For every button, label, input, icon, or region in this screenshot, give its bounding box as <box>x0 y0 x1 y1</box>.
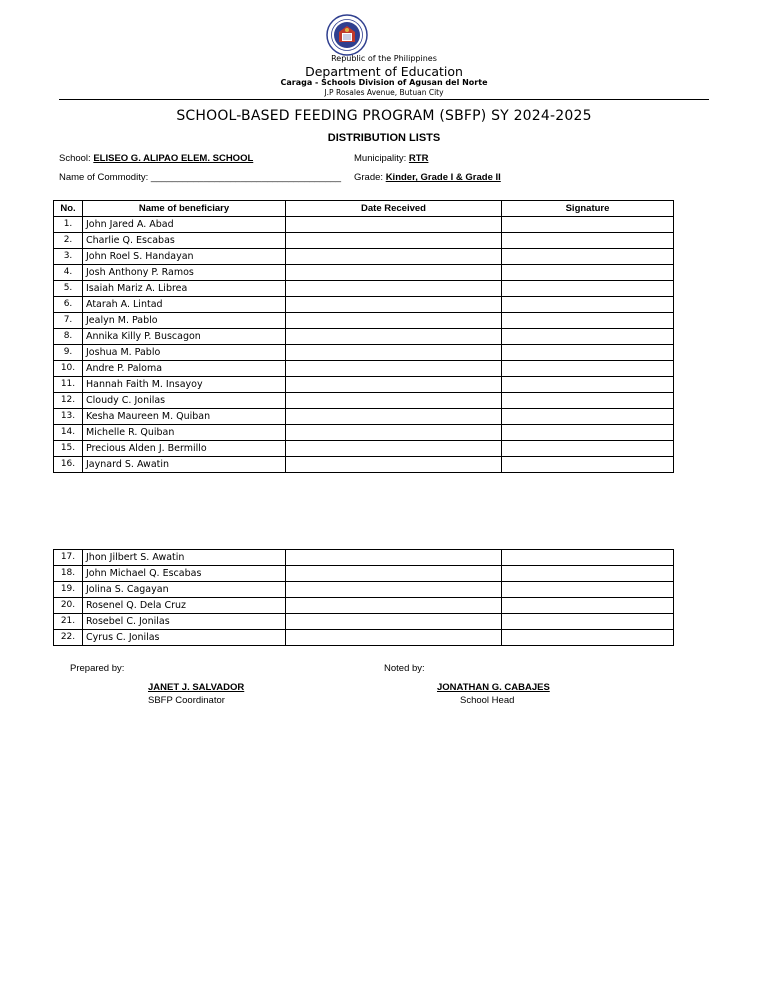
signature-cell <box>502 457 674 473</box>
beneficiary-name: Precious Alden J. Bermillo <box>83 441 286 457</box>
row-number: 7. <box>54 313 83 329</box>
table-row <box>54 425 674 441</box>
date-received-cell <box>286 281 502 297</box>
beneficiary-name: Isaiah Mariz A. Librea <box>83 281 286 297</box>
table-row <box>54 345 674 361</box>
signature-cell <box>502 281 674 297</box>
signature-cell <box>502 393 674 409</box>
signature-cell <box>502 297 674 313</box>
row-number: 21. <box>54 614 83 630</box>
row-number: 16. <box>54 457 83 473</box>
header-date-received: Date Received <box>286 201 502 217</box>
date-received-cell <box>286 393 502 409</box>
date-received-cell <box>286 377 502 393</box>
date-received-cell <box>286 425 502 441</box>
signature-cell <box>502 582 674 598</box>
signature-cell <box>502 425 674 441</box>
prepared-by-role: SBFP Coordinator <box>148 695 225 706</box>
row-number: 3. <box>54 249 83 265</box>
beneficiary-name: John Jared A. Abad <box>83 217 286 233</box>
signature-cell <box>502 233 674 249</box>
beneficiary-name: Josh Anthony P. Ramos <box>83 265 286 281</box>
signature-cell <box>502 217 674 233</box>
beneficiary-name: Annika Killy P. Buscagon <box>83 329 286 345</box>
date-received-cell <box>286 345 502 361</box>
school-field <box>59 153 253 164</box>
table-row <box>54 393 674 409</box>
grade-field <box>354 172 501 183</box>
signature-cell <box>502 409 674 425</box>
row-number: 4. <box>54 265 83 281</box>
table-row <box>54 377 674 393</box>
signature-cell <box>502 265 674 281</box>
header-no: No. <box>54 201 83 217</box>
table-row <box>54 550 674 566</box>
beneficiary-name: Andre P. Paloma <box>83 361 286 377</box>
table-row <box>54 265 674 281</box>
date-received-cell <box>286 614 502 630</box>
date-received-cell <box>286 265 502 281</box>
beneficiary-name: Kesha Maureen M. Quiban <box>83 409 286 425</box>
date-received-cell <box>286 598 502 614</box>
table-row <box>54 582 674 598</box>
table-row <box>54 361 674 377</box>
table-row <box>54 329 674 345</box>
table-header-row <box>54 201 674 217</box>
noted-by-label: Noted by: <box>384 663 425 674</box>
beneficiary-name: Cyrus C. Jonilas <box>83 630 286 646</box>
date-received-cell <box>286 249 502 265</box>
date-received-cell <box>286 329 502 345</box>
date-received-cell <box>286 582 502 598</box>
row-number: 11. <box>54 377 83 393</box>
beneficiary-name: Joshua M. Pablo <box>83 345 286 361</box>
row-number: 1. <box>54 217 83 233</box>
signature-cell <box>502 614 674 630</box>
beneficiary-name: Jhon Jilbert S. Awatin <box>83 550 286 566</box>
signature-cell <box>502 361 674 377</box>
commodity-field <box>59 172 341 183</box>
noted-by-name: JONATHAN G. CABAJES <box>437 682 550 693</box>
signature-cell <box>502 329 674 345</box>
row-number: 13. <box>54 409 83 425</box>
beneficiary-table-page1 <box>53 200 674 473</box>
beneficiary-table-page2 <box>53 549 674 646</box>
row-number: 6. <box>54 297 83 313</box>
signature-cell <box>502 249 674 265</box>
signature-cell <box>502 630 674 646</box>
municipality-label: Municipality: <box>354 153 407 164</box>
table-row <box>54 566 674 582</box>
republic-line: Republic of the Philippines <box>331 54 437 63</box>
beneficiary-name: Jealyn M. Pablo <box>83 313 286 329</box>
table-row <box>54 441 674 457</box>
row-number: 20. <box>54 598 83 614</box>
date-received-cell <box>286 457 502 473</box>
table-row <box>54 313 674 329</box>
signature-cell <box>502 377 674 393</box>
row-number: 12. <box>54 393 83 409</box>
table-row <box>54 249 674 265</box>
grade-value: Kinder, Grade I & Grade II <box>385 172 501 183</box>
noted-by-role: School Head <box>460 695 515 706</box>
document-subtitle: DISTRIBUTION LISTS <box>327 132 441 144</box>
table-row <box>54 233 674 249</box>
document-title: SCHOOL-BASED FEEDING PROGRAM (SBFP) SY 2024-2025 <box>176 108 592 124</box>
table-row <box>54 409 674 425</box>
row-number: 14. <box>54 425 83 441</box>
date-received-cell <box>286 217 502 233</box>
table-row <box>54 614 674 630</box>
beneficiary-name: Michelle R. Quiban <box>83 425 286 441</box>
signature-cell <box>502 313 674 329</box>
commodity-value: ____________________________________ <box>150 172 342 183</box>
prepared-by-label: Prepared by: <box>70 663 125 674</box>
municipality-value: RTR <box>408 153 429 164</box>
date-received-cell <box>286 566 502 582</box>
row-number: 15. <box>54 441 83 457</box>
beneficiary-name: Jaynard S. Awatin <box>83 457 286 473</box>
table-row <box>54 281 674 297</box>
prepared-by-name: JANET J. SALVADOR <box>148 682 245 693</box>
beneficiary-name: Atarah A. Lintad <box>83 297 286 313</box>
row-number: 19. <box>54 582 83 598</box>
table-row <box>54 297 674 313</box>
date-received-cell <box>286 233 502 249</box>
beneficiary-name: Cloudy C. Jonilas <box>83 393 286 409</box>
signature-cell <box>502 345 674 361</box>
deped-seal-logo <box>326 14 368 56</box>
office-address: J.P Rosales Avenue, Butuan City <box>324 88 444 97</box>
table-row <box>54 457 674 473</box>
school-value: ELISEO G. ALIPAO ELEM. SCHOOL <box>93 153 254 164</box>
row-number: 10. <box>54 361 83 377</box>
date-received-cell <box>286 630 502 646</box>
header-divider <box>59 99 709 100</box>
row-number: 18. <box>54 566 83 582</box>
department-name: Department of Education <box>305 64 463 79</box>
beneficiary-name: John Michael Q. Escabas <box>83 566 286 582</box>
signature-cell <box>502 550 674 566</box>
date-received-cell <box>286 441 502 457</box>
header-name: Name of beneficiary <box>83 201 286 217</box>
table-row <box>54 630 674 646</box>
municipality-field <box>354 153 428 164</box>
header-signature: Signature <box>502 201 674 217</box>
row-number: 17. <box>54 550 83 566</box>
beneficiary-name: Hannah Faith M. Insayoy <box>83 377 286 393</box>
row-number: 2. <box>54 233 83 249</box>
commodity-label: Name of Commodity: <box>59 172 149 183</box>
signature-cell <box>502 441 674 457</box>
beneficiary-name: Charlie Q. Escabas <box>83 233 286 249</box>
date-received-cell <box>286 409 502 425</box>
date-received-cell <box>286 297 502 313</box>
school-label: School: <box>59 153 91 164</box>
signature-cell <box>502 566 674 582</box>
date-received-cell <box>286 550 502 566</box>
beneficiary-name: Rosebel C. Jonilas <box>83 614 286 630</box>
region-division: Caraga - Schools Division of Agusan del Norte <box>280 78 488 87</box>
beneficiary-name: Jolina S. Cagayan <box>83 582 286 598</box>
table-row <box>54 598 674 614</box>
beneficiary-name: Rosenel Q. Dela Cruz <box>83 598 286 614</box>
row-number: 5. <box>54 281 83 297</box>
date-received-cell <box>286 361 502 377</box>
signature-cell <box>502 598 674 614</box>
table-row <box>54 217 674 233</box>
beneficiary-name: John Roel S. Handayan <box>83 249 286 265</box>
grade-label: Grade: <box>354 172 384 183</box>
row-number: 8. <box>54 329 83 345</box>
row-number: 22. <box>54 630 83 646</box>
date-received-cell <box>286 313 502 329</box>
row-number: 9. <box>54 345 83 361</box>
